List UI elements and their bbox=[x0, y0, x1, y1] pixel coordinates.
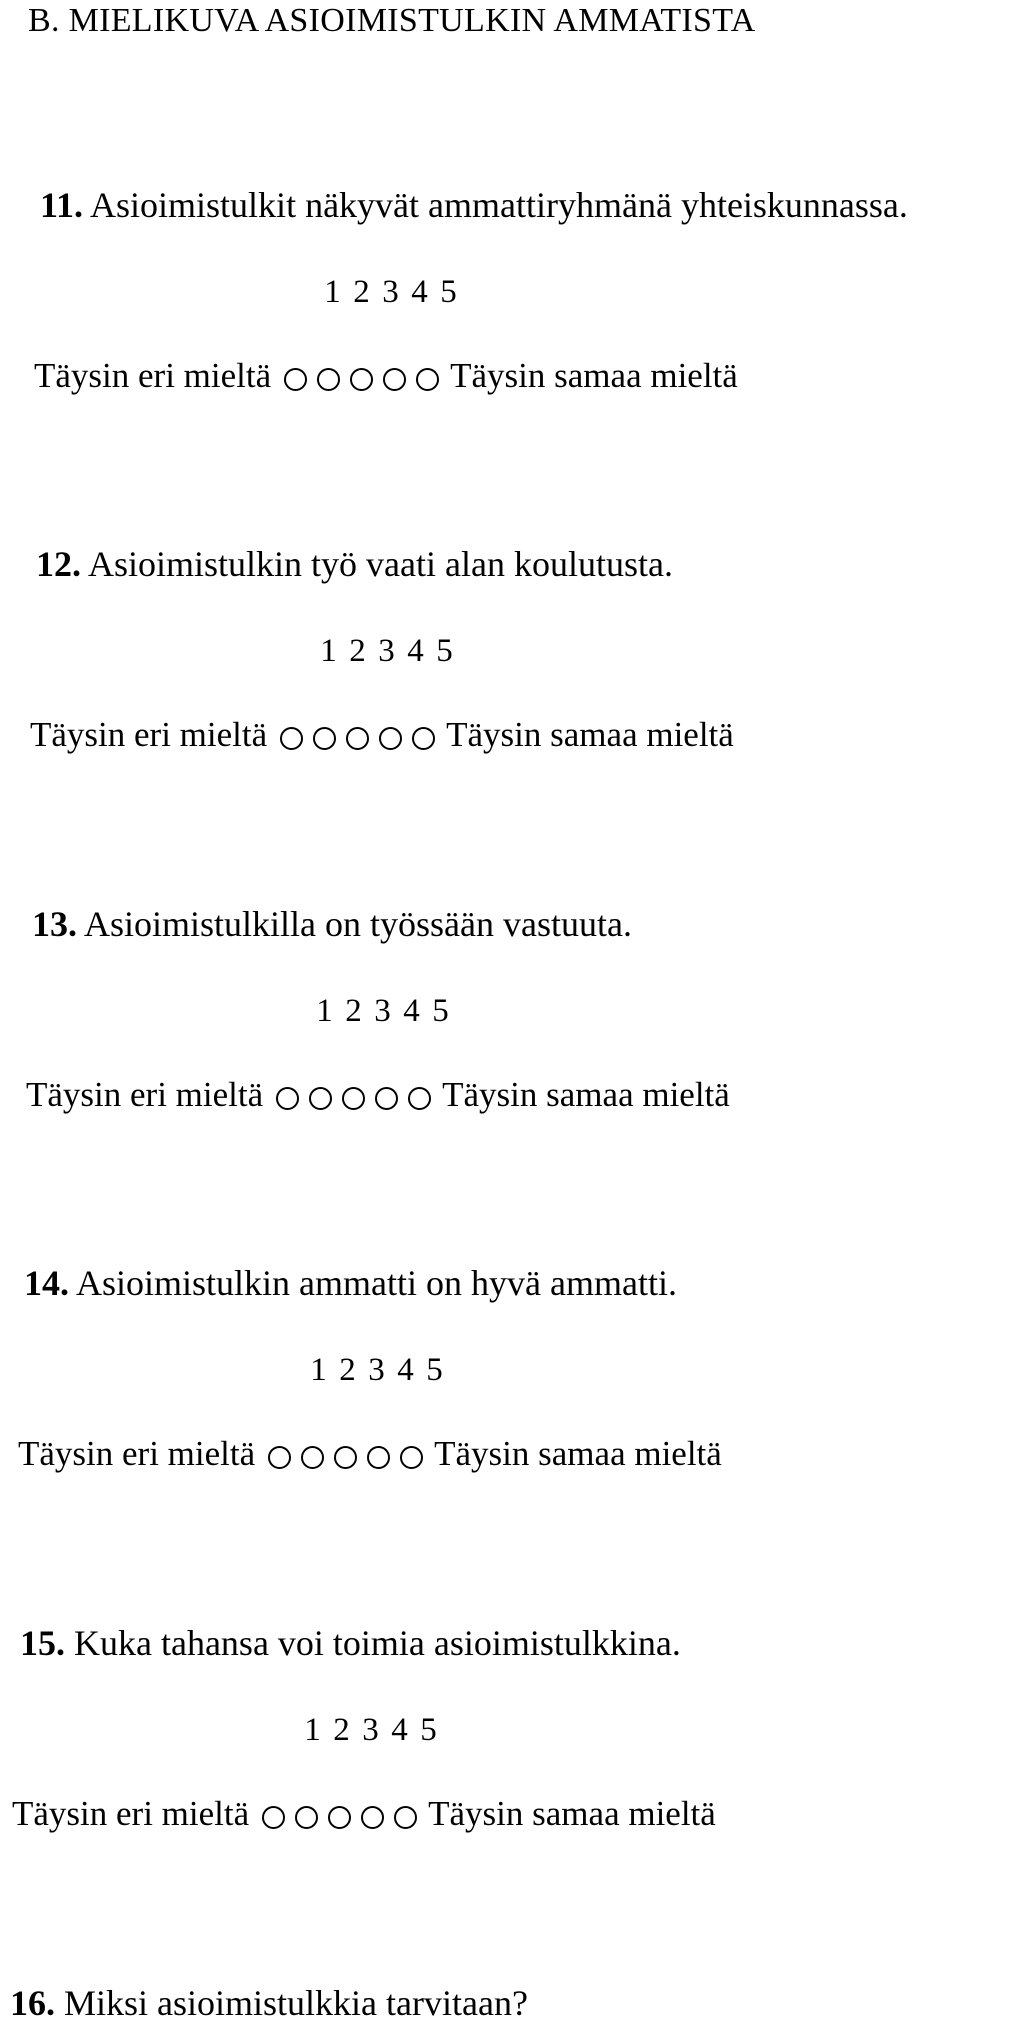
left-anchor-label: Täysin eri mieltä bbox=[26, 1075, 264, 1114]
scale-number: 1 bbox=[324, 274, 341, 310]
scale-number: 1 bbox=[304, 1712, 321, 1748]
scale-number: 5 bbox=[436, 633, 453, 669]
section-title: B. MIELIKUVA ASIOIMISTULKIN AMMATISTA bbox=[28, 2, 756, 39]
scale-number: 3 bbox=[374, 993, 391, 1029]
question-text bbox=[36, 543, 673, 585]
question-number: 15. bbox=[20, 1623, 65, 1663]
radio-option-3[interactable] bbox=[342, 1087, 365, 1110]
question-number: 12. bbox=[36, 544, 81, 584]
scale-number: 5 bbox=[432, 993, 449, 1029]
radio-option-4[interactable] bbox=[383, 368, 406, 391]
scale-number: 2 bbox=[339, 1352, 356, 1388]
radio-option-5[interactable] bbox=[408, 1087, 431, 1110]
question-text bbox=[32, 903, 632, 945]
radio-option-2[interactable] bbox=[309, 1087, 332, 1110]
radio-option-3[interactable] bbox=[334, 1446, 357, 1469]
radio-group bbox=[275, 724, 440, 747]
question-number: 11. bbox=[40, 185, 84, 225]
radio-option-2[interactable] bbox=[295, 1806, 318, 1829]
question-text bbox=[40, 184, 908, 226]
question-14 bbox=[0, 1262, 1024, 1502]
likert-scale bbox=[30, 715, 734, 755]
likert-scale bbox=[34, 356, 738, 396]
scale-number: 3 bbox=[382, 274, 399, 310]
question-11 bbox=[0, 184, 1024, 424]
right-anchor-label: Täysin samaa mieltä bbox=[434, 1434, 722, 1473]
question-12 bbox=[0, 543, 1024, 783]
scale-number: 5 bbox=[426, 1352, 443, 1388]
question-text bbox=[24, 1262, 677, 1304]
likert-scale bbox=[12, 1794, 716, 1834]
scale-number: 1 bbox=[310, 1352, 327, 1388]
likert-scale bbox=[26, 1075, 730, 1115]
right-anchor-label: Täysin samaa mieltä bbox=[450, 356, 738, 395]
radio-option-3[interactable] bbox=[350, 368, 373, 391]
radio-option-5[interactable] bbox=[400, 1446, 423, 1469]
radio-option-3[interactable] bbox=[328, 1806, 351, 1829]
radio-option-2[interactable] bbox=[313, 727, 336, 750]
question-number: 16. bbox=[10, 1983, 55, 2023]
scale-number: 3 bbox=[362, 1712, 379, 1748]
scale-numbers bbox=[318, 274, 463, 311]
question-15 bbox=[0, 1622, 1024, 1862]
scale-number: 4 bbox=[403, 993, 420, 1029]
right-anchor-label: Täysin samaa mieltä bbox=[442, 1075, 730, 1114]
scale-numbers bbox=[310, 993, 455, 1030]
radio-group bbox=[263, 1443, 428, 1466]
scale-number: 2 bbox=[333, 1712, 350, 1748]
radio-option-2[interactable] bbox=[317, 368, 340, 391]
radio-group bbox=[271, 1084, 436, 1107]
scale-number: 2 bbox=[349, 633, 366, 669]
radio-option-4[interactable] bbox=[375, 1087, 398, 1110]
scale-number: 2 bbox=[345, 993, 362, 1029]
scale-number: 2 bbox=[353, 274, 370, 310]
question-number: 14. bbox=[24, 1263, 69, 1303]
scale-number: 4 bbox=[391, 1712, 408, 1748]
radio-option-1[interactable] bbox=[284, 368, 307, 391]
left-anchor-label: Täysin eri mieltä bbox=[12, 1794, 250, 1833]
scale-number: 3 bbox=[368, 1352, 385, 1388]
radio-option-4[interactable] bbox=[361, 1806, 384, 1829]
left-anchor-label: Täysin eri mieltä bbox=[18, 1434, 256, 1473]
radio-option-1[interactable] bbox=[276, 1087, 299, 1110]
scale-number: 4 bbox=[411, 274, 428, 310]
question-label: Asioimistulkin työ vaati alan koulutusta. bbox=[88, 544, 673, 584]
scale-number: 1 bbox=[316, 993, 333, 1029]
radio-group bbox=[279, 365, 444, 388]
radio-group bbox=[257, 1803, 422, 1826]
scale-number: 3 bbox=[378, 633, 395, 669]
question-label: Asioimistulkit näkyvät ammattiryhmänä yhteiskunnassa. bbox=[90, 185, 908, 225]
radio-option-1[interactable] bbox=[262, 1806, 285, 1829]
question-16 bbox=[10, 1982, 528, 2024]
radio-option-5[interactable] bbox=[412, 727, 435, 750]
radio-option-3[interactable] bbox=[346, 727, 369, 750]
question-label: Miksi asioimistulkkia tarvitaan? bbox=[64, 1983, 528, 2023]
radio-option-1[interactable] bbox=[280, 727, 303, 750]
right-anchor-label: Täysin samaa mieltä bbox=[446, 715, 734, 754]
radio-option-4[interactable] bbox=[379, 727, 402, 750]
radio-option-5[interactable] bbox=[394, 1806, 417, 1829]
scale-numbers bbox=[298, 1712, 443, 1749]
left-anchor-label: Täysin eri mieltä bbox=[30, 715, 268, 754]
scale-number: 4 bbox=[407, 633, 424, 669]
question-label: Asioimistulkin ammatti on hyvä ammatti. bbox=[76, 1263, 677, 1303]
scale-numbers bbox=[314, 633, 459, 670]
radio-option-2[interactable] bbox=[301, 1446, 324, 1469]
question-label: Asioimistulkilla on työssään vastuuta. bbox=[84, 904, 632, 944]
question-label: Kuka tahansa voi toimia asioimistulkkina. bbox=[74, 1623, 681, 1663]
left-anchor-label: Täysin eri mieltä bbox=[34, 356, 272, 395]
radio-option-1[interactable] bbox=[268, 1446, 291, 1469]
scale-number: 5 bbox=[440, 274, 457, 310]
scale-numbers bbox=[304, 1352, 449, 1389]
scale-number: 4 bbox=[397, 1352, 414, 1388]
radio-option-4[interactable] bbox=[367, 1446, 390, 1469]
question-text bbox=[20, 1622, 681, 1664]
likert-scale bbox=[18, 1434, 722, 1474]
radio-option-5[interactable] bbox=[416, 368, 439, 391]
question-13 bbox=[0, 903, 1024, 1143]
scale-number: 5 bbox=[420, 1712, 437, 1748]
question-number: 13. bbox=[32, 904, 77, 944]
right-anchor-label: Täysin samaa mieltä bbox=[428, 1794, 716, 1833]
scale-number: 1 bbox=[320, 633, 337, 669]
